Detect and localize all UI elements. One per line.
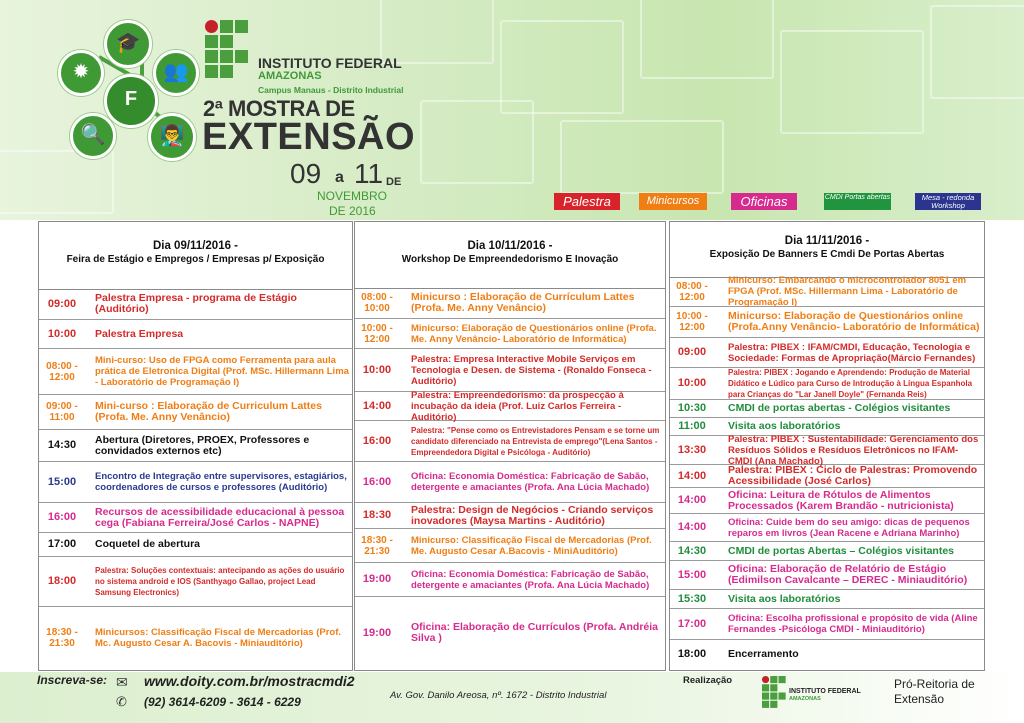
session-time: 16:00	[47, 511, 77, 523]
legend-cmdi: CMDI Portas abertas	[824, 193, 891, 210]
session-description: Palestra: PIBEX : Ciclo de Palestras: Promovendo Acessibilidade (José Carlos)	[728, 464, 978, 487]
day2-column	[354, 221, 666, 671]
institute-name: INSTITUTO FEDERAL	[258, 55, 402, 71]
schedule-row	[670, 338, 984, 368]
session-time: 19:00	[362, 626, 392, 639]
session-time: 15:00	[47, 475, 77, 488]
schedule-row	[670, 488, 984, 514]
session-description: Minicurso : Elaboração de Currículum Lattes (Profa. Me. Anny Venâncio)	[411, 291, 635, 314]
session-description: Oficina: Economia Doméstica: Fabricação de Sabão, detergente e amaciantes (Profa. Ana Lúcia Machado)	[411, 568, 650, 591]
session-description: CMDI de portas Abertas – Colégios visitantes	[728, 544, 955, 557]
legend-oficinas: Oficinas	[731, 193, 797, 210]
session-description: Oficina: Elaboração de Relatório de Estágio (Edimilson Cavalcante – DEREC - Miniauditório)	[728, 563, 968, 586]
bg-tile	[0, 150, 114, 214]
day2-subtitle: Workshop De Empreendedorismo E Inovação	[401, 254, 619, 265]
session-description: Palestra: Soluções contextuais: antecipando as ações do usuário no sistema android e IOS (Santhyago Gallao, project Lead Samsung Electronics)	[95, 566, 345, 597]
proreitoria-line1: Pró-Reitoria de	[894, 677, 975, 691]
session-time: 08:00 - 12:00	[676, 280, 708, 303]
session-time: 10:00 - 12:00	[361, 322, 393, 345]
day3-subtitle: Exposição De Banners E Cmdi De Portas Abertas	[709, 249, 945, 260]
schedule-row	[355, 462, 665, 503]
day1-header	[39, 222, 352, 290]
session-description: Palestra: PIBEX : IFAM/CMDI, Educação, Tecnologia e Sociedade: Formas de Apropriação(Márcio Fernandes)	[728, 341, 976, 364]
session-time: 08:00 - 10:00	[361, 292, 393, 314]
bg-tile	[930, 5, 1024, 99]
session-description: Oficina: Economia Doméstica: Fabricação de Sabão, detergente e amaciantes (Profa. Ana Lúcia Machado)	[411, 471, 650, 493]
schedule-row	[355, 503, 665, 529]
schedule-row	[670, 561, 984, 590]
session-time: 16:00	[362, 434, 392, 447]
session-time: 10:00	[47, 327, 77, 340]
bg-tile	[560, 120, 724, 194]
session-time: 15:00	[677, 568, 707, 581]
bg-tile	[420, 100, 534, 184]
session-description: Visita aos laboratórios	[728, 592, 841, 605]
schedule-row	[670, 307, 984, 338]
session-description: Mini-curso : Elaboração de Curriculum Lattes (Profa. Me. Anny Venâncio)	[95, 400, 322, 423]
session-description: Palestra: PIBEX : Jogando e Aprendendo: Produção de Material Didático e Lúdico para Curso de Introdução à Língua Espanhola para Crianças do "Lar Janell Doyle" (Fernanda Reis)	[728, 368, 973, 399]
day2-header	[355, 222, 665, 289]
schedule-row	[670, 640, 984, 669]
session-description: Minicurso: Elaboração de Questionários online (Profa.Anny Venâncio- Laboratório de Informática)	[728, 310, 980, 333]
date-year: DE 2016	[329, 204, 376, 218]
session-description: Encerramento	[728, 648, 799, 660]
session-time: 10:30	[677, 402, 707, 414]
schedule-row	[355, 389, 665, 423]
session-time: 18:30 - 21:30	[46, 627, 78, 649]
schedule-row	[39, 349, 352, 395]
institute-state: AMAZONAS	[258, 70, 322, 82]
session-time: 17:00	[47, 538, 77, 550]
session-time: 09:00 - 11:00	[46, 401, 78, 423]
session-description: Palestra: PIBEX : Sustentabilidade: Gerenciamento dos Resíduos Sólidos e Resíduos Eletrônicos no IFAM-CMDI (Ana Machado)	[728, 433, 979, 467]
session-time: 18:30	[362, 509, 392, 521]
session-time: 08:00 - 12:00	[46, 360, 78, 383]
schedule-row	[39, 320, 352, 349]
email-icon: ✉	[116, 674, 128, 690]
day1-column	[38, 221, 353, 671]
session-description: Oficina: Cuide bem do seu amigo: dicas de pequenos reparos em livros (Jean Racene e Adriana Marinho)	[728, 516, 970, 539]
session-time: 14:00	[677, 469, 707, 482]
schedule-row	[670, 514, 984, 542]
session-description: Palestra: "Pense como os Entrevistadores Pensam e se torne um candidato diferenciado na Entrevista de emprego"(Lena Santos - Empreendedora Digital e Psicóloga - Auditório)	[411, 425, 660, 457]
session-time: 18:30 - 21:30	[361, 534, 393, 557]
schedule-row	[39, 289, 352, 320]
session-time: 09:00	[47, 297, 77, 310]
phone-icon: ✆	[116, 694, 127, 709]
session-description: Oficina: Escolha profissional e propósito de vida (Aline Fernandes -Psicóloga CMDI - Miniauditório)	[728, 613, 978, 635]
if-icon: F	[104, 74, 158, 128]
date-a: a	[335, 169, 344, 186]
session-time: 15:30	[677, 592, 707, 605]
schedule-row	[39, 462, 352, 503]
session-time: 18:00	[47, 575, 77, 587]
schedule-row	[670, 465, 984, 488]
schedule-row	[39, 533, 352, 557]
session-description: Palestra: Design de Negócios - Criando serviços inovadores (Maysa Martins - Auditório)	[411, 503, 654, 527]
schedule-row	[670, 433, 984, 467]
signup-label: Inscreva-se:	[37, 673, 108, 687]
page-title: EXTENSÃO	[202, 116, 416, 158]
schedule-row	[355, 421, 665, 462]
session-time: 19:00	[362, 573, 392, 585]
session-description: Palestra Empresa	[95, 327, 184, 340]
session-description: CMDI de portas abertas - Colégios visitantes	[728, 402, 951, 414]
schedule-row	[355, 349, 665, 392]
session-description: Recursos de acessibilidade educacional à pessoa cega (Fabiana Ferreira/José Carlos - NAPNE)	[95, 505, 345, 529]
schedule-row	[39, 430, 352, 462]
signup-url[interactable]: www.doity.com.br/mostracmdi2	[144, 673, 355, 689]
session-time: 14:00	[677, 494, 707, 506]
session-description: Minicursos: Classificação Fiscal de Mercadorias (Prof. Mc. Augusto Cesar A. Bacovis - Miniauditório)	[95, 627, 342, 649]
session-description: Encontro de Integração entre supervisores, estagiários, coordenadores de cursos e professores (Auditório)	[95, 471, 347, 493]
schedule-row	[39, 607, 352, 669]
footer-state: AMAZONAS	[789, 696, 821, 702]
legend-palestra: Palestra	[554, 193, 620, 210]
date-day2: 11	[354, 158, 384, 189]
legend-mesa: Mesa - redonda Workshop	[915, 193, 981, 210]
session-description: Palestra: Empresa Interactive Mobile Serviços em Tecnologia e Desen. de Sistema - (Ronaldo Fonseca - Auditório)	[411, 353, 652, 387]
schedule-row	[670, 400, 984, 418]
date-de: DE	[386, 176, 402, 188]
session-time: 14:30	[47, 439, 77, 451]
session-time: 10:00	[677, 377, 707, 389]
session-time: 14:00	[362, 399, 392, 412]
session-description: Palestra: Empreendedorismo: da prospecção à incubação da ideia (Prof. Luiz Carlos Ferreira - Auditório)	[411, 389, 624, 423]
schedule-row	[670, 542, 984, 561]
edition-label: 2ª MOSTRA DE	[203, 96, 355, 121]
session-time: 16:00	[362, 475, 392, 488]
if-logo-icon	[205, 20, 253, 78]
teacher-icon: 👨‍🏫	[148, 113, 196, 161]
document-search-icon: 🔍	[70, 113, 116, 159]
schedule-row	[39, 557, 352, 607]
session-time: 14:30	[677, 544, 707, 557]
legend-minicursos: Minicursos	[639, 193, 707, 210]
schedule-row	[670, 609, 984, 640]
schedule-row	[670, 590, 984, 609]
session-description: Visita aos laboratórios	[728, 420, 841, 432]
day1-subtitle: Feira de Estágio e Empregos / Empresas p/ Exposição	[66, 254, 325, 265]
session-description: Oficina: Elaboração de Currículos (Profa. Andréia Silva )	[411, 621, 659, 644]
date-month: NOVEMBRO	[317, 189, 388, 203]
session-description: Abertura (Diretores, PROEX, Professores e convidados externos etc)	[95, 433, 310, 457]
schedule-row	[39, 503, 352, 533]
session-time: 18:00	[677, 648, 707, 660]
session-time: 10:00 - 12:00	[676, 311, 708, 333]
session-time: 11:00	[678, 420, 706, 432]
session-time: 13:30	[677, 443, 707, 456]
session-description: Mini-curso: Uso de FPGA como Ferramenta para aula prática de Eletronica Digital (Prof. MSc. Hillermann Lima - Laboratório de Programação I)	[95, 355, 349, 388]
schedule-row	[355, 597, 665, 669]
schedule-row	[355, 288, 665, 319]
date-day1: 09	[290, 158, 322, 189]
campus-name: Campus Manaus - Distrito Industrial	[258, 85, 404, 95]
session-time: 14:00	[677, 521, 707, 533]
session-description: Minicurso: Embarcando o microcontrolador 8051 em FPGA (Prof. MSc. Hillermann Lima - Laboratório de Programação I)	[728, 275, 967, 308]
day3-column	[669, 221, 985, 671]
day3-header	[670, 222, 984, 278]
phone-number: (92) 3614-6209 - 3614 - 6229	[144, 695, 301, 709]
address: Av. Gov. Danilo Areosa, nº. 1672 - Distrito Industrial	[390, 690, 607, 701]
session-description: Minicurso: Elaboração de Questionários online (Profa. Me. Anny Venâncio- Laboratório de Informática)	[411, 322, 657, 345]
session-description: Minicurso: Classificação Fiscal de Mercadorias (Prof. Me. Augusto Cesar A.Bacovis - MiniAuditório)	[411, 534, 652, 557]
sun-icon: ✹	[58, 50, 104, 96]
schedule-row	[355, 563, 665, 597]
schedule-row	[670, 277, 984, 307]
proreitoria-line2: Extensão	[894, 692, 945, 706]
session-time: 10:00	[362, 363, 392, 376]
schedule-row	[355, 319, 665, 349]
schedule-row	[670, 368, 984, 400]
session-description: Oficina: Leitura de Rótulos de Alimentos Processados (Karem Brandão - nutricionista)	[728, 488, 954, 512]
realizacao-label: Realização	[683, 675, 733, 686]
day1-date: Dia 09/11/2016 -	[152, 240, 239, 252]
bg-tile	[640, 0, 774, 79]
session-description: Coquetel de abertura	[95, 538, 201, 550]
footer-if-logo-icon	[762, 676, 775, 693]
footer-institute: INSTITUTO FEDERAL	[789, 688, 861, 695]
schedule-row	[39, 395, 352, 430]
bg-tile	[780, 30, 924, 134]
schedule-row	[355, 529, 665, 563]
day3-date: Dia 11/11/2016 -	[784, 235, 870, 247]
session-description: Palestra Empresa - programa de Estágio (Auditório)	[95, 292, 297, 315]
graduate-icon: 🎓	[104, 20, 152, 68]
session-time: 09:00	[677, 346, 707, 358]
session-time: 17:00	[677, 617, 707, 630]
group-icon: 👥	[153, 50, 199, 96]
day2-date: Dia 10/11/2016 -	[467, 240, 553, 252]
